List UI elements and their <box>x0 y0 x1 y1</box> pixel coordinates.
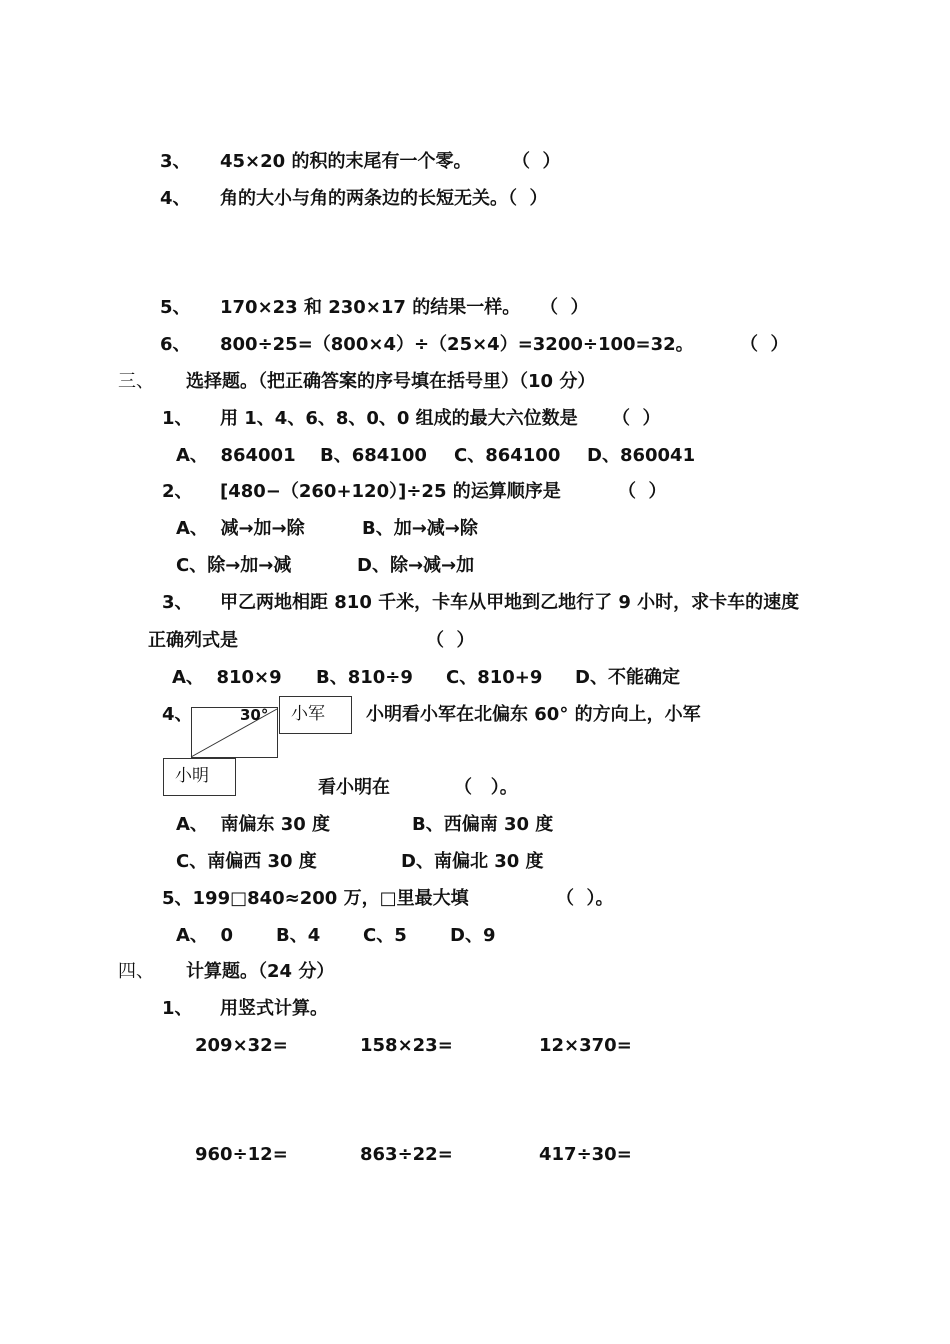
s4-q1-num: 1、 <box>162 998 193 1019</box>
q4-text: 小明看小军在北偏东 60° 的方向上，小军 <box>366 704 701 725</box>
q4-num: 4、 <box>162 704 193 725</box>
q3-option-d: D、不能确定 <box>575 667 680 688</box>
q1-option-d: D、860041 <box>587 445 696 466</box>
q1-paren: （ ） <box>612 408 661 429</box>
judge-6-text: 800÷25=（800×4）÷（25×4）=3200÷100=32。 <box>220 334 694 355</box>
calc-2-2: 863÷22= <box>360 1144 453 1165</box>
section3-num: 三、 <box>118 371 154 392</box>
calc-1-1: 209×32= <box>195 1035 288 1056</box>
q3-text: 甲乙两地相距 810 千米，卡车从甲地到乙地行了 9 小时，求卡车的速度 <box>220 592 800 613</box>
calc-1-2: 158×23= <box>360 1035 453 1056</box>
q3-paren: （ ） <box>426 630 475 651</box>
calc-2-3: 417÷30= <box>539 1144 632 1165</box>
q2-option-d: D、除→减→加 <box>357 555 475 576</box>
q1-option-a: A、 864001 <box>176 445 296 466</box>
q3-option-c: C、810+9 <box>446 667 543 688</box>
q2-option-a: A、 减→加→除 <box>176 518 305 539</box>
judge-3-paren: （ ） <box>512 151 561 172</box>
section3-title: 选择题。（把正确答案的序号填在括号里）（10 分） <box>186 371 596 392</box>
q4-text-2: 看小明在 <box>318 777 390 798</box>
judge-5-num: 5、 <box>160 297 191 318</box>
q2-option-c: C、除→加→减 <box>176 555 292 576</box>
q4-option-d: D、南偏北 30 度 <box>401 851 544 872</box>
q3-text-2: 正确列式是 <box>148 630 238 651</box>
judge-5-paren: （ ） <box>540 297 589 318</box>
judge-4-text: 角的大小与角的两条边的长短无关。（ ） <box>220 188 548 209</box>
xiaojun-box: 小军 <box>279 696 352 734</box>
judge-3-num: 3、 <box>160 151 191 172</box>
q5-option-d: D、9 <box>450 925 496 946</box>
q2-text: [480−（260+120）]÷25 的运算顺序是 <box>220 481 561 502</box>
q1-text: 用 1、4、6、8、0、0 组成的最大六位数是 <box>220 408 578 429</box>
q5-option-a: A、 0 <box>176 925 233 946</box>
q4-paren: （ ）。 <box>454 777 518 798</box>
q1-option-b: B、684100 <box>320 445 427 466</box>
q2-num: 2、 <box>162 481 193 502</box>
calc-2-1: 960÷12= <box>195 1144 288 1165</box>
judge-6-num: 6、 <box>160 334 191 355</box>
q2-option-b: B、加→减→除 <box>362 518 478 539</box>
section4-title: 计算题。（24 分） <box>186 961 335 982</box>
judge-6-paren: （ ） <box>740 334 789 355</box>
q5-paren: （ ）。 <box>556 888 614 909</box>
q4-option-b: B、西偏南 30 度 <box>412 814 554 835</box>
calc-1-3: 12×370= <box>539 1035 632 1056</box>
angle-label: 30° <box>240 706 269 724</box>
xiaoming-box: 小明 <box>163 758 236 796</box>
q4-option-c: C、南偏西 30 度 <box>176 851 317 872</box>
q5-option-c: C、5 <box>363 925 407 946</box>
s4-q1-text: 用竖式计算。 <box>220 998 328 1019</box>
q3-option-a: A、 810×9 <box>172 667 282 688</box>
section4-num: 四、 <box>118 961 154 982</box>
q2-paren: （ ） <box>618 481 667 502</box>
judge-3-text: 45×20 的积的末尾有一个零。 <box>220 151 472 172</box>
q4-option-a: A、 南偏东 30 度 <box>176 814 331 835</box>
judge-5-text: 170×23 和 230×17 的结果一样。 <box>220 297 521 318</box>
q5-text: 5、199□840≈200 万，□里最大填 <box>162 888 469 909</box>
q1-num: 1、 <box>162 408 193 429</box>
q1-option-c: C、864100 <box>454 445 561 466</box>
judge-4-num: 4、 <box>160 188 191 209</box>
q5-option-b: B、4 <box>276 925 321 946</box>
q3-option-b: B、810÷9 <box>316 667 413 688</box>
q3-num: 3、 <box>162 592 193 613</box>
